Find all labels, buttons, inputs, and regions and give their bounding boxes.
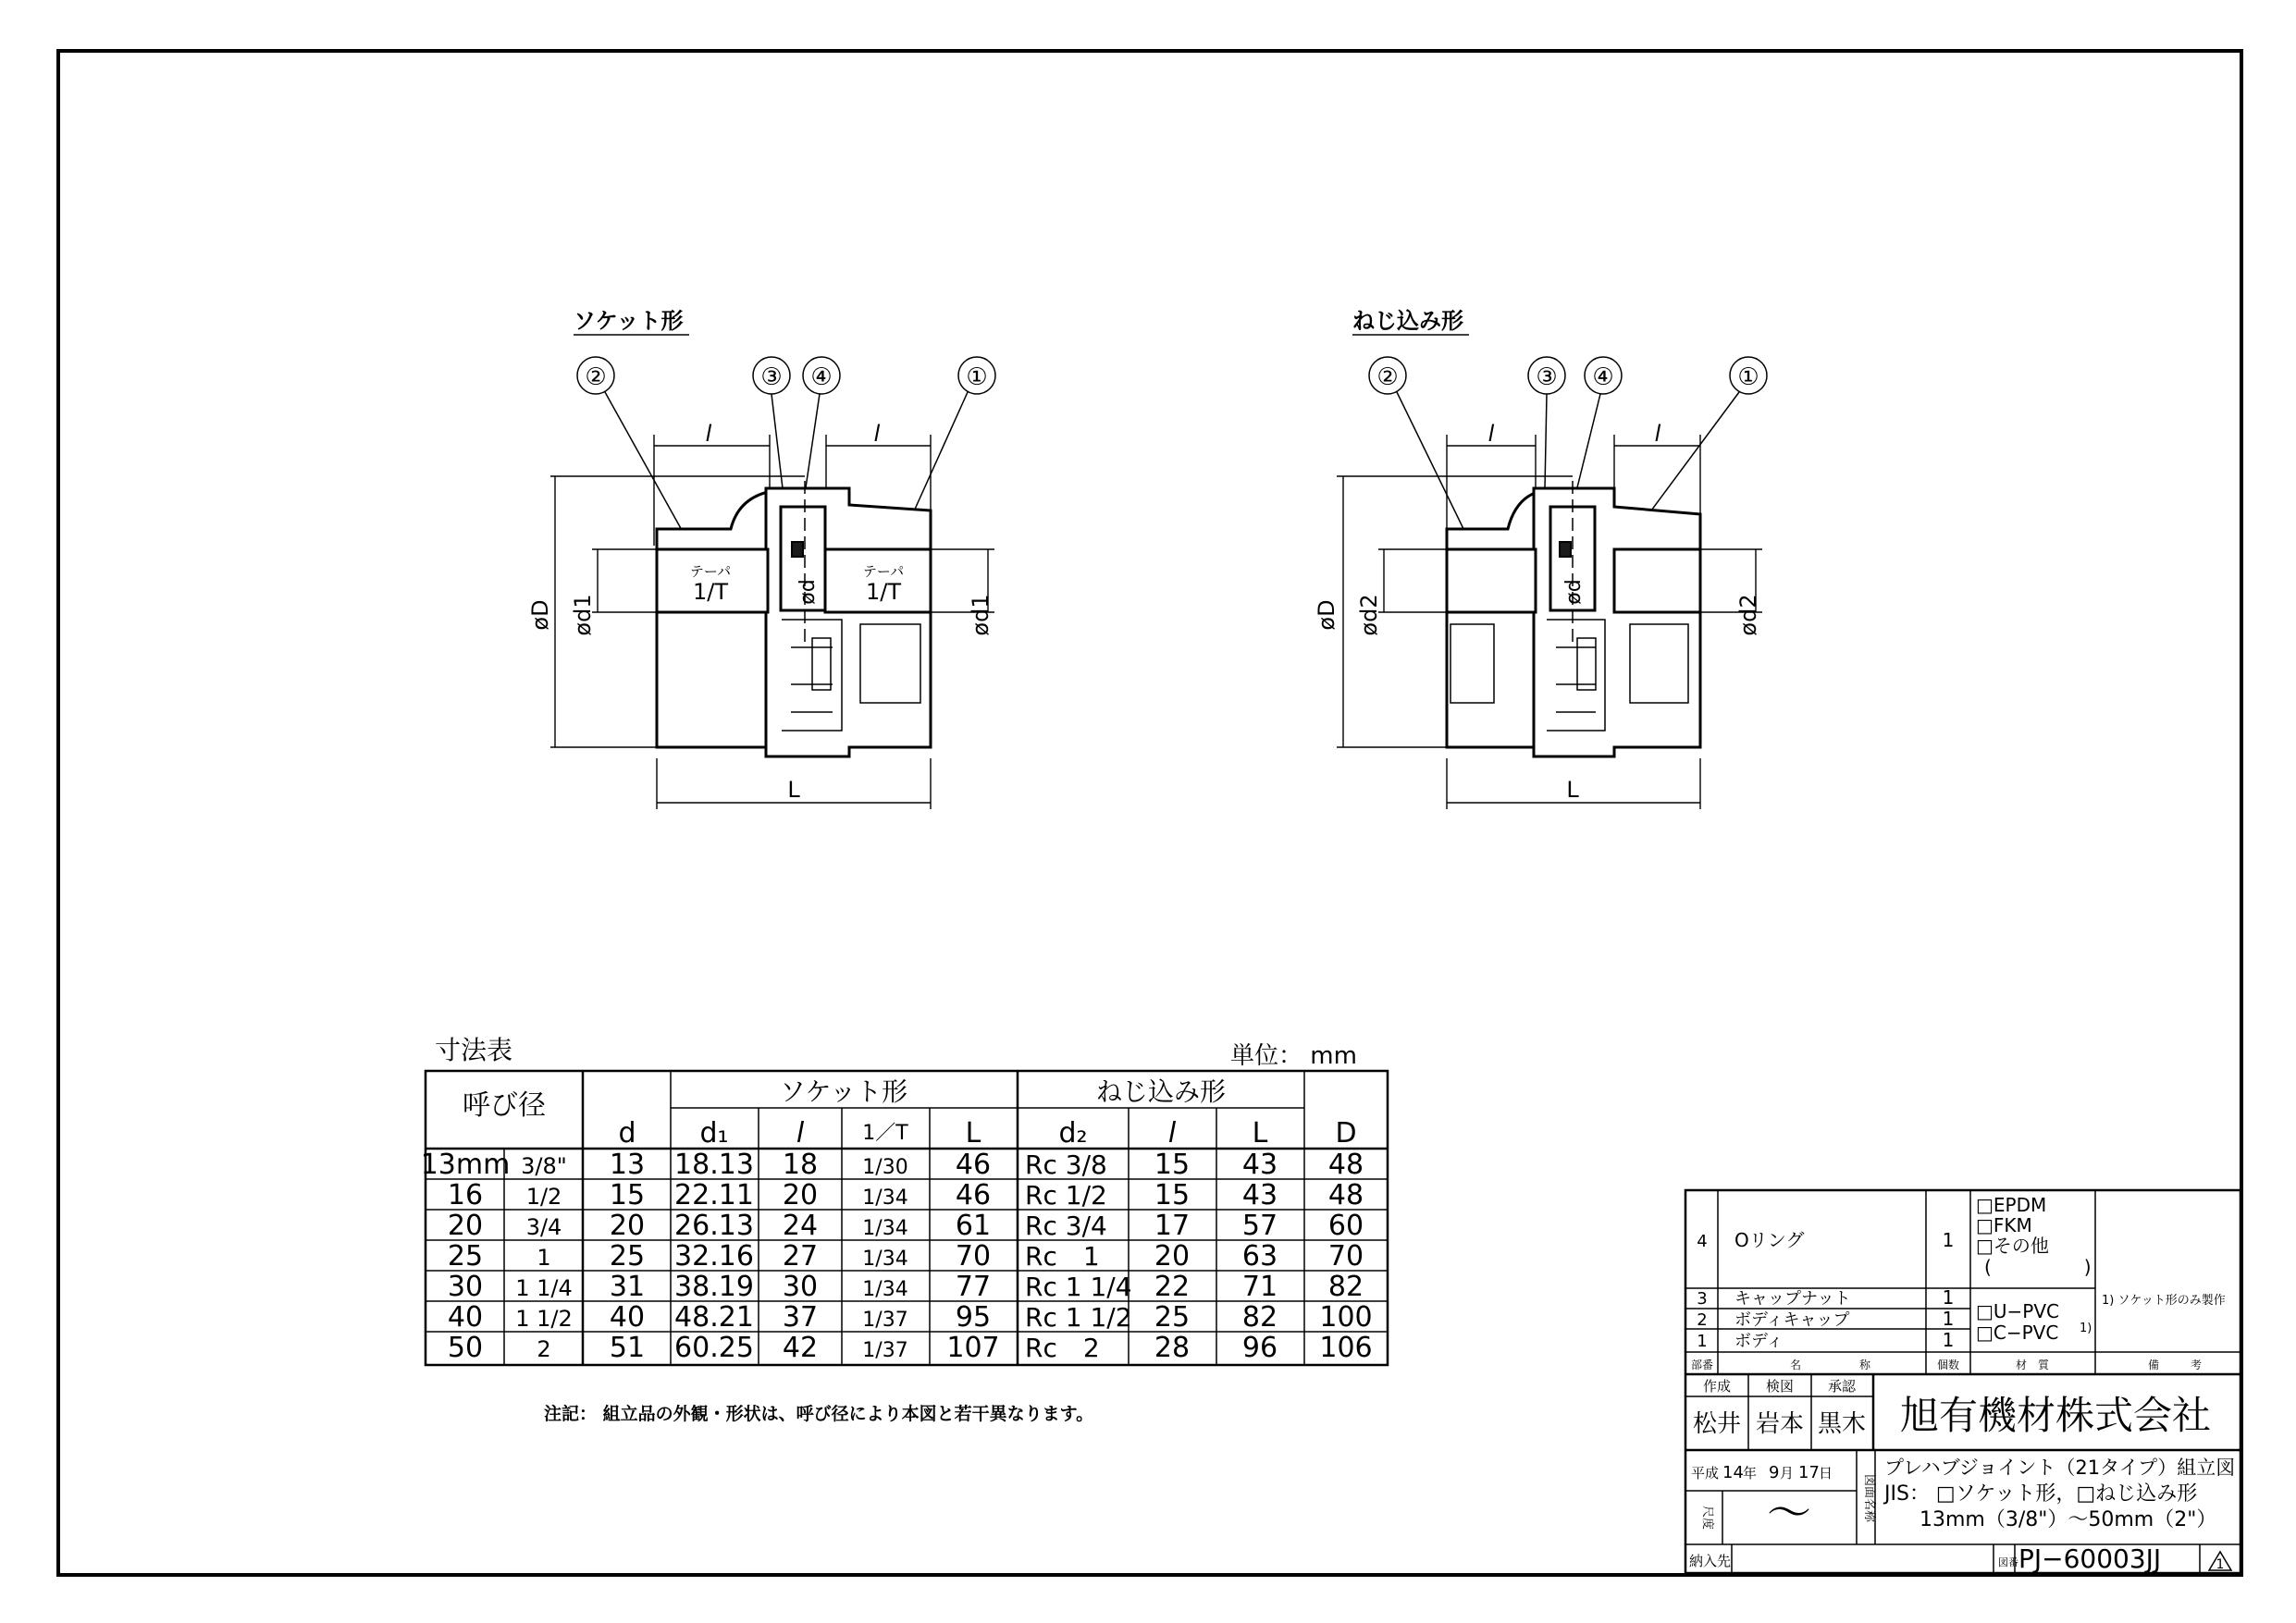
table-cell: 20 <box>1154 1240 1191 1273</box>
thread-dim-l-left: l <box>1487 421 1495 447</box>
hdr-nominal: 呼び径 <box>463 1089 546 1122</box>
table-cell: 46 <box>955 1149 992 1181</box>
table-cell: 46 <box>955 1179 992 1211</box>
thread-dim-l-right: l <box>1654 421 1661 447</box>
role-approver: 承認 <box>1827 1378 1857 1395</box>
socket-taper-label-left: テーパ <box>689 563 732 580</box>
hdr-socket: ソケット形 <box>779 1076 908 1107</box>
svg-text:①: ① <box>966 363 988 391</box>
thread-dim-L: L <box>1566 777 1579 803</box>
socket-dim-l-left: l <box>705 421 712 447</box>
part2-name: ボディキャップ <box>1734 1310 1850 1330</box>
table-cell: 15 <box>1154 1149 1191 1181</box>
name-checker: 岩本 <box>1755 1410 1805 1438</box>
socket-dim-d: ød <box>796 579 820 605</box>
thread-dim-d2-right: ød2 <box>1735 594 1761 636</box>
table-cell: 100 <box>1319 1301 1373 1334</box>
remark-socket-only: 1) ソケット形のみ製作 <box>2102 1294 2226 1308</box>
table-cell: 25 <box>447 1240 484 1273</box>
thread-dim-D: øD <box>1314 599 1339 631</box>
drawing-name-label: 図面名称 <box>1862 1473 1876 1523</box>
table-cell: 40 <box>609 1301 646 1334</box>
table-cell: 63 <box>1241 1240 1278 1273</box>
table-cell: 3/8" <box>521 1153 567 1179</box>
table-cell: 18 <box>782 1149 819 1181</box>
table-cell: Rc 1 1/2 <box>1025 1302 1132 1333</box>
part3-qty: 1 <box>1942 1286 1955 1309</box>
table-cell: 22.11 <box>674 1179 754 1211</box>
table-cell: 15 <box>609 1179 646 1211</box>
svg-text:①: ① <box>1737 363 1759 391</box>
drawing-no: PJ−60003JJ <box>2018 1543 2162 1574</box>
drawing-title-2: JIS： □ソケット形，□ねじ込み形 <box>1884 1482 2198 1506</box>
socket-taper-ratio-left: 1/T <box>692 579 729 605</box>
title-block <box>1685 1190 2240 1574</box>
table-cell: 1 <box>537 1245 551 1271</box>
date-era: 平成 <box>1691 1465 1720 1482</box>
oring-mat-4: ( ) <box>1984 1256 2092 1278</box>
hdr-thread: ねじ込み形 <box>1095 1076 1227 1107</box>
table-cell: Rc 3/8 <box>1025 1150 1107 1180</box>
part1-qty: 1 <box>1942 1329 1955 1351</box>
hdr-part-remark-1: 備 <box>2148 1359 2160 1371</box>
table-cell: 70 <box>1327 1240 1364 1273</box>
table-cell: 31 <box>609 1271 646 1303</box>
part2-qty: 1 <box>1942 1308 1955 1330</box>
date-year: 14 <box>1722 1463 1744 1482</box>
table-cell: 25 <box>609 1240 646 1273</box>
table-cell: 77 <box>955 1271 992 1303</box>
thread-view-title: ねじ込み形 <box>1352 308 1463 334</box>
table-cell: 3/4 <box>525 1214 562 1240</box>
table-cell: 48 <box>1327 1149 1364 1181</box>
table-cell: 107 <box>946 1332 1000 1364</box>
table-cell: 18.13 <box>674 1149 754 1181</box>
part1-name: ボディ <box>1734 1332 1784 1351</box>
socket-view-title: ソケット形 <box>574 308 684 334</box>
hdr-d2: d₂ <box>1058 1117 1088 1150</box>
hdr-part-name-1: 名 <box>1790 1359 1802 1371</box>
svg-text:②: ② <box>1376 363 1399 391</box>
hdr-part-no: 部番 <box>1690 1359 1714 1371</box>
table-cell: 37 <box>782 1301 819 1334</box>
table-cell: 1/34 <box>862 1217 908 1240</box>
table-cell: 70 <box>955 1240 992 1273</box>
table-cell: 17 <box>1154 1210 1191 1242</box>
table-cell: 25 <box>1154 1301 1191 1334</box>
delivery-label: 納入先 <box>1689 1553 1732 1569</box>
hdr-d1: d₁ <box>699 1117 729 1150</box>
pvc-mat-2: □C−PVC <box>1976 1322 2059 1344</box>
drawing-no-label: 図番 <box>1998 1556 2018 1568</box>
thread-dim-d: ød <box>1562 579 1586 605</box>
table-cell: 106 <box>1319 1332 1373 1364</box>
table-cell: 38.19 <box>674 1271 754 1303</box>
socket-dim-d1-right: ød1 <box>968 594 994 636</box>
name-author: 松井 <box>1692 1410 1742 1438</box>
thread-dim-d2-left: ød2 <box>1356 594 1382 636</box>
date-month-unit: 月 <box>1780 1465 1795 1482</box>
table-cell: 32.16 <box>674 1240 754 1273</box>
date-year-unit: 年 <box>1743 1465 1758 1482</box>
date-month: 9 <box>1769 1463 1780 1482</box>
dimension-table-title: 寸法表 <box>435 1035 513 1065</box>
pvc-mat-1: □U−PVC <box>1976 1300 2059 1322</box>
table-cell: 60 <box>1327 1210 1364 1242</box>
table-cell: 24 <box>782 1210 819 1242</box>
part2-no: 2 <box>1697 1310 1708 1330</box>
date-day-unit: 日 <box>1819 1465 1833 1482</box>
table-cell: 51 <box>609 1332 646 1364</box>
role-author: 作成 <box>1702 1378 1732 1395</box>
table-cell: 95 <box>955 1301 992 1334</box>
hdr-part-mat: 材 質 <box>2015 1359 2050 1371</box>
note: 注記： 組立品の外観・形状は、呼び径により本図と若干異なります。 <box>544 1404 1094 1424</box>
table-cell: Rc 1 <box>1025 1241 1100 1272</box>
scale-label: 尺度 <box>1700 1505 1714 1531</box>
table-cell: 43 <box>1241 1149 1278 1181</box>
company-name: 旭有機材株式会社 <box>1899 1393 2212 1438</box>
table-cell: Rc 3/4 <box>1025 1211 1107 1241</box>
part4-name: Oリング <box>1734 1229 1805 1251</box>
thread-balloon-3 <box>1528 357 1565 488</box>
table-cell: 30 <box>447 1271 484 1303</box>
table-cell: 1/30 <box>862 1156 908 1179</box>
socket-taper-ratio-right: 1/T <box>865 579 902 605</box>
table-cell: 43 <box>1241 1179 1278 1211</box>
table-cell: 42 <box>782 1332 819 1364</box>
hdr-taper: 1／T <box>862 1122 908 1145</box>
hdr-l-socket: l <box>796 1117 805 1150</box>
table-cell: 82 <box>1327 1271 1364 1303</box>
svg-text:③: ③ <box>760 363 783 391</box>
table-cell: Rc 1 1/4 <box>1025 1272 1132 1302</box>
oring-mat-1: □EPDM <box>1976 1194 2047 1216</box>
socket-balloon-3 <box>753 357 790 488</box>
socket-dim-l-right: l <box>873 421 881 447</box>
dimension-table-unit: 単位： mm <box>1230 1042 1357 1070</box>
hdr-L-socket: L <box>965 1117 981 1150</box>
table-cell: 20 <box>609 1210 646 1242</box>
part3-name: キャップナット <box>1734 1289 1851 1309</box>
table-cell: 26.13 <box>674 1210 754 1242</box>
table-cell: 1 1/2 <box>515 1306 573 1332</box>
table-cell: 13 <box>609 1149 646 1181</box>
role-checker: 検図 <box>1765 1378 1795 1395</box>
socket-dim-D: øD <box>527 599 553 631</box>
hdr-D: D <box>1335 1117 1357 1150</box>
svg-text:②: ② <box>585 363 607 391</box>
oring-mat-3: □その他 <box>1976 1235 2049 1257</box>
socket-taper-label-right: テーパ <box>862 563 905 580</box>
socket-balloon-1 <box>905 357 995 532</box>
table-cell: 50 <box>447 1332 484 1364</box>
name-approver: 黒木 <box>1817 1410 1867 1438</box>
table-cell: 48 <box>1327 1179 1364 1211</box>
thread-view <box>1314 308 1767 809</box>
table-cell: 1/34 <box>862 1248 908 1271</box>
table-cell: 40 <box>447 1301 484 1334</box>
part4-qty: 1 <box>1942 1229 1955 1251</box>
svg-text:③: ③ <box>1536 363 1558 391</box>
socket-view <box>527 308 995 809</box>
hdr-d: d <box>618 1117 636 1150</box>
part4-no: 4 <box>1697 1232 1708 1251</box>
hdr-part-name-2: 称 <box>1859 1359 1871 1371</box>
scale-value: ～ <box>1766 1487 1812 1539</box>
table-cell: 1 1/4 <box>515 1275 573 1301</box>
table-cell: 82 <box>1241 1301 1278 1334</box>
table-cell: 57 <box>1241 1210 1278 1242</box>
sheet-border <box>58 51 2241 1575</box>
table-cell: 71 <box>1241 1271 1278 1303</box>
table-cell: 1/37 <box>862 1309 908 1332</box>
date-day: 17 <box>1798 1463 1820 1482</box>
hdr-part-qty: 個数 <box>1936 1359 1960 1371</box>
table-cell: 22 <box>1154 1271 1191 1303</box>
table-cell: 30 <box>782 1271 819 1303</box>
table-cell: 1/2 <box>525 1184 562 1210</box>
table-cell: 61 <box>955 1210 992 1242</box>
table-cell: 2 <box>537 1336 551 1362</box>
dimension-table <box>421 1035 1388 1365</box>
drawing-title-3: 13mm（3/8"）～50mm（2"） <box>1920 1508 2217 1531</box>
drawing-title-1: プレハブジョイント（21タイプ）組立図 <box>1884 1457 2236 1479</box>
pvc-footnote-mark: 1) <box>2080 1322 2092 1335</box>
table-cell: Rc 2 <box>1025 1333 1100 1363</box>
hdr-L-thread: L <box>1252 1117 1268 1150</box>
table-cell: 15 <box>1154 1179 1191 1211</box>
socket-dim-d1-left: ød1 <box>570 594 596 636</box>
table-cell: 20 <box>782 1179 819 1211</box>
socket-balloon-2 <box>577 357 683 532</box>
table-cell: 20 <box>447 1210 484 1242</box>
svg-text:④: ④ <box>810 363 833 391</box>
table-cell: 60.25 <box>674 1332 754 1364</box>
table-cell: 28 <box>1154 1332 1191 1364</box>
table-cell: 16 <box>447 1179 484 1211</box>
table-cell: 96 <box>1241 1332 1278 1364</box>
table-cell: 48.21 <box>674 1301 754 1334</box>
part1-no: 1 <box>1697 1332 1708 1351</box>
table-cell: 1/34 <box>862 1278 908 1301</box>
revision-mark: 1 <box>2216 1557 2225 1572</box>
svg-text:④: ④ <box>1592 363 1614 391</box>
table-cell: 1/37 <box>862 1339 908 1362</box>
table-cell: 13mm <box>420 1149 511 1181</box>
table-cell: 1/34 <box>862 1187 908 1210</box>
table-cell: 27 <box>782 1240 819 1273</box>
socket-dim-L: L <box>787 777 800 803</box>
hdr-l-thread: l <box>1167 1117 1177 1150</box>
part3-no: 3 <box>1697 1289 1708 1309</box>
oring-mat-2: □FKM <box>1976 1214 2032 1236</box>
hdr-part-remark-2: 考 <box>2191 1359 2203 1371</box>
table-cell: Rc 1/2 <box>1025 1180 1107 1211</box>
